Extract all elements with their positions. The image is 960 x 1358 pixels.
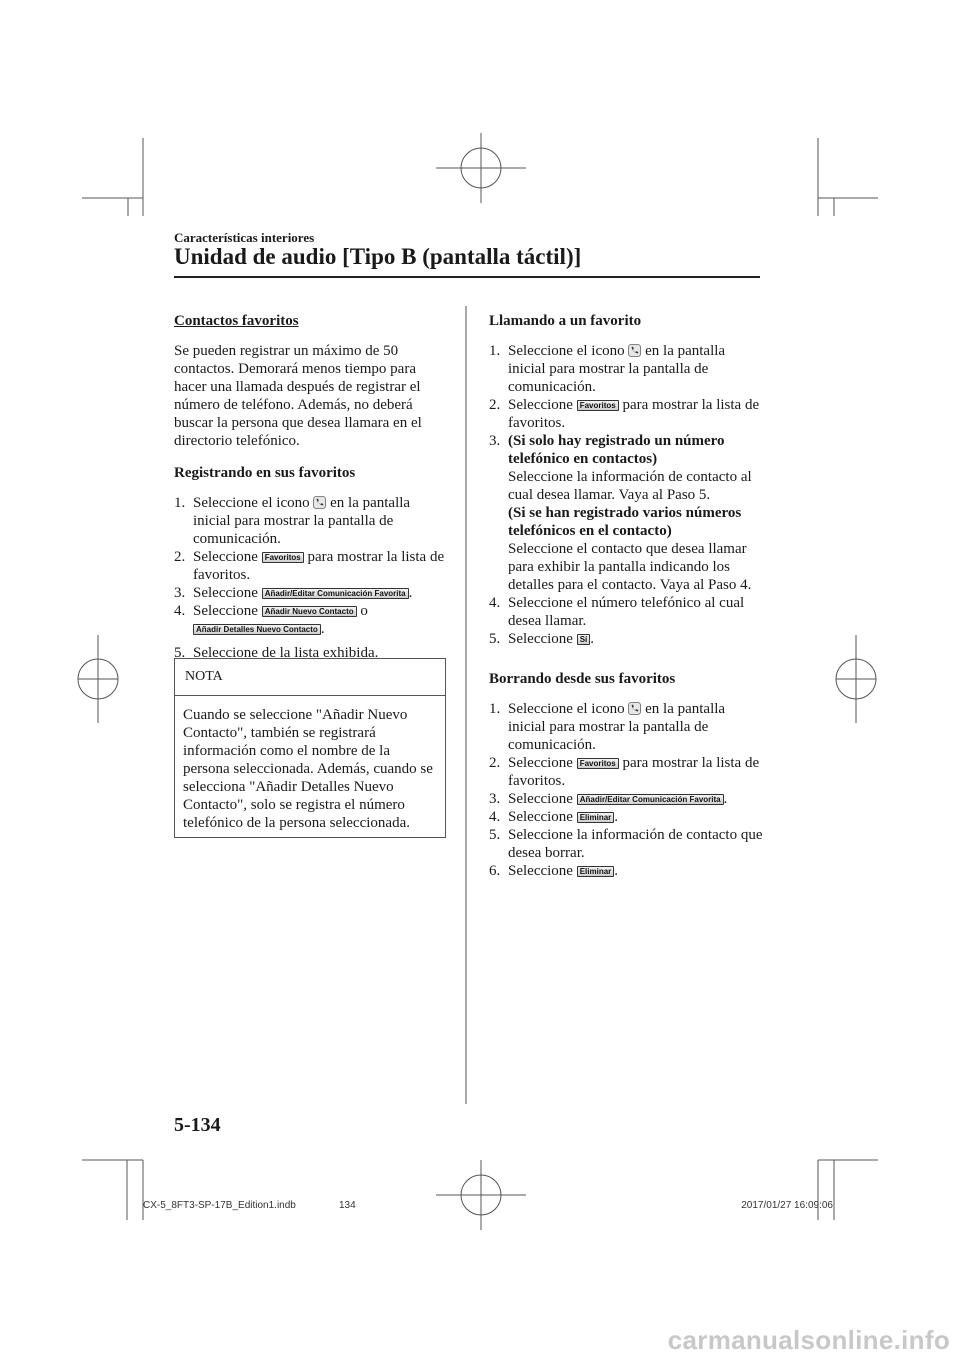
- list-item: 1. Seleccione el icono en la pantalla inicial para mostrar la pantalla de comunicación.: [489, 343, 726, 395]
- favoritos-button[interactable]: Favoritos: [577, 400, 619, 411]
- heading-borrando: Borrando desde sus favoritos: [489, 671, 676, 687]
- page-number: 5-134: [174, 1114, 221, 1136]
- favoritos-button[interactable]: Favoritos: [577, 758, 619, 769]
- note-title: NOTA: [175, 659, 445, 696]
- file-page: 134: [339, 1200, 356, 1211]
- list-item: 4. Seleccione Añadir Nuevo Contacto o Añadir Detalles Nuevo Contacto .: [174, 603, 368, 637]
- left-column: [174, 312, 448, 662]
- heading-registrando: Registrando en sus favoritos: [174, 465, 356, 481]
- list-item: 6. Seleccione Eliminar .: [489, 863, 619, 879]
- eliminar-button[interactable]: Eliminar: [577, 866, 615, 877]
- intro-paragraph: Se pueden registrar un máximo de 50 contactos. Demorará menos tiempo para hacer una llamada después de registrar el número de teléfono. Además, no deberá buscar la persona que desea llamara en el directorio telefónico.: [174, 343, 422, 449]
- phone-icon: [628, 702, 641, 715]
- case-single-number-text: Seleccione la información de contacto al cual desea llamar. Vaya al Paso 5.: [508, 469, 752, 503]
- call-steps: [489, 342, 763, 648]
- register-steps: [174, 494, 448, 662]
- list-item: 3. Seleccione Añadir/Editar Comunicación Favorita .: [174, 585, 413, 601]
- list-item: 2. Seleccione Favoritos para mostrar la lista de favoritos.: [174, 549, 445, 583]
- anadir-nuevo-contacto-button[interactable]: Añadir Nuevo Contacto: [262, 606, 357, 617]
- delete-steps: [489, 700, 763, 880]
- right-column: [489, 312, 763, 880]
- list-item: 1. Seleccione el icono en la pantalla inicial para mostrar la pantalla de comunicación.: [489, 701, 726, 753]
- phone-icon: [628, 344, 641, 357]
- note-body: Cuando se seleccione "Añadir Nuevo Contacto", también se registrará información como el nombre de la persona seleccionada. Además, cuando se selecciona "Añadir Detalles Nuevo Contacto", solo se registra el número telefónico de la persona seleccionada.: [183, 707, 433, 831]
- case-multiple-numbers: (Si se han registrado varios números telefónicos en el contacto): [508, 505, 742, 539]
- heading-llamando: Llamando a un favorito: [489, 313, 642, 329]
- list-item: 3. (Si solo hay registrado un número telefónico en contactos) Seleccione la información de contacto al cual desea llamar. Vaya al Paso 5. (Si se han registrado varios números telefónicos en el contacto) Seleccione el contacto que desea llamar para exhibir la pantalla indicando los detalles para el contacto. Vaya al Paso 4.: [489, 432, 763, 594]
- watermark: carmanualsonline.info: [667, 1325, 950, 1355]
- list-item: 4. Seleccione Eliminar .: [489, 809, 619, 825]
- title-rule: [174, 276, 760, 278]
- si-button[interactable]: Sí: [577, 634, 591, 645]
- eliminar-button[interactable]: Eliminar: [577, 812, 615, 823]
- list-item: 2. Seleccione Favoritos para mostrar la lista de favoritos.: [489, 755, 760, 789]
- list-item: 1. Seleccione el icono en la pantalla inicial para mostrar la pantalla de comunicación.: [174, 495, 411, 547]
- list-item: 5. Seleccione la información de contacto que desea borrar.: [489, 827, 763, 861]
- file-name: CX-5_8FT3-SP-17B_Edition1.indb: [143, 1200, 296, 1211]
- section-label: Características interiores: [174, 230, 315, 245]
- favoritos-button[interactable]: Favoritos: [262, 552, 304, 563]
- note-box: [174, 658, 446, 838]
- list-item: 4. Seleccione el número telefónico al cual desea llamar.: [489, 595, 745, 629]
- case-single-number: (Si solo hay registrado un número telefónico en contactos): [508, 433, 725, 467]
- heading-contactos-favoritos: Contactos favoritos: [174, 313, 299, 329]
- print-datetime: 2017/01/27 16:09:06: [741, 1200, 833, 1211]
- anadir-editar-favorita-button[interactable]: Añadir/Editar Comunicación Favorita: [262, 588, 409, 599]
- page-title: Unidad de audio [Tipo B (pantalla táctil)]: [174, 244, 582, 269]
- list-item: 5. Seleccione de la lista exhibida.: [174, 645, 379, 661]
- list-item: 2. Seleccione Favoritos para mostrar la lista de favoritos.: [489, 397, 760, 431]
- list-item: 5. Seleccione Sí .: [489, 631, 595, 647]
- case-multiple-numbers-text: Seleccione el contacto que desea llamar para exhibir la pantalla indicando los detalles para el contacto. Vaya al Paso 4.: [508, 541, 752, 593]
- anadir-detalles-nuevo-contacto-button[interactable]: Añadir Detalles Nuevo Contacto: [193, 624, 321, 635]
- list-item: 3. Seleccione Añadir/Editar Comunicación Favorita .: [489, 791, 728, 807]
- phone-icon: [313, 496, 326, 509]
- anadir-editar-favorita-button[interactable]: Añadir/Editar Comunicación Favorita: [577, 794, 724, 805]
